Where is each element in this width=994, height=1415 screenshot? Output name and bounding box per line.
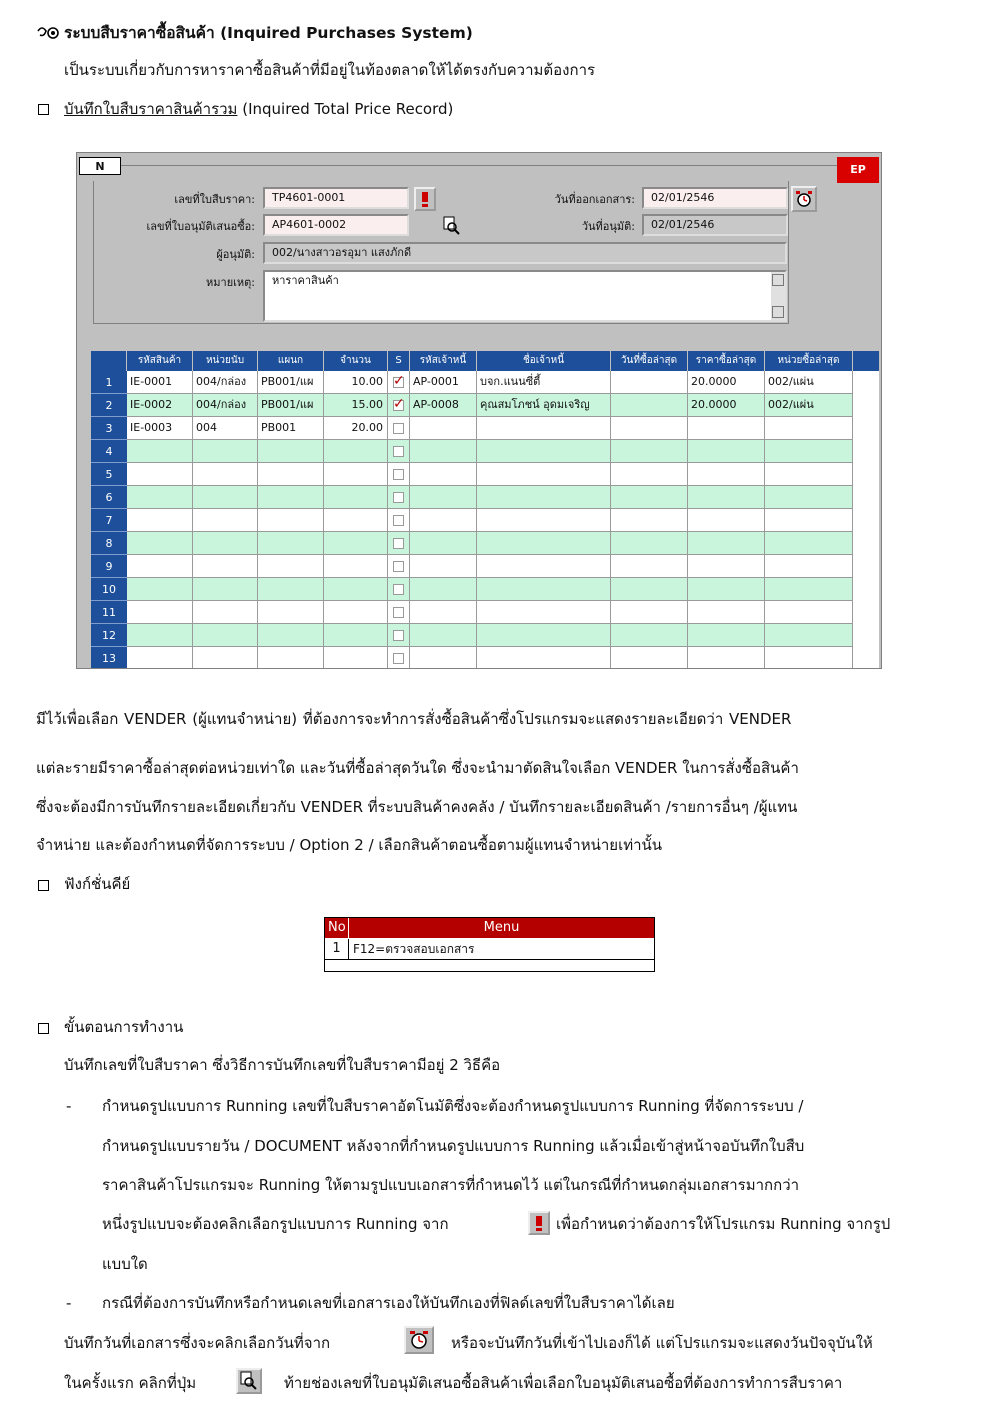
cell-last-date[interactable]	[611, 394, 688, 417]
table-row[interactable]	[91, 463, 879, 486]
cell-last-unit[interactable]	[765, 486, 853, 509]
doc-no-field[interactable]: TP4601-0001	[263, 187, 409, 209]
cell-vcode[interactable]	[410, 601, 477, 624]
row-number: 6	[91, 486, 127, 509]
cell-qty[interactable]	[324, 578, 388, 601]
cell-dept[interactable]	[258, 440, 324, 463]
cell-last-date[interactable]	[611, 509, 688, 532]
cell-unit[interactable]	[193, 578, 258, 601]
app-window	[76, 152, 882, 669]
table-row[interactable]	[91, 417, 879, 440]
dash-2: -	[66, 1294, 72, 1312]
cell-code[interactable]: IE-0002	[127, 394, 193, 417]
cell-vname[interactable]	[477, 509, 611, 532]
grid-header-code[interactable]: รหัสสินค้า	[127, 351, 193, 371]
calendar-icon	[404, 1326, 434, 1354]
menu-row-divider	[325, 959, 654, 960]
cell-dept[interactable]	[258, 578, 324, 601]
cell-unit[interactable]	[193, 463, 258, 486]
menu-row-no: 1	[325, 939, 349, 959]
cell-code[interactable]	[127, 578, 193, 601]
grid-header-last-price[interactable]: ราคาซื้อล่าสุด	[688, 351, 765, 371]
cell-last-price[interactable]: 20.0000	[688, 371, 765, 394]
cell-unit[interactable]: 004	[193, 417, 258, 440]
cell-last-unit[interactable]	[765, 440, 853, 463]
row-number: 10	[91, 578, 127, 601]
cell-last-unit[interactable]	[765, 555, 853, 578]
search-approve-icon[interactable]	[441, 215, 463, 237]
row-number: 12	[91, 624, 127, 647]
cell-dept[interactable]	[258, 532, 324, 555]
table-row[interactable]	[91, 509, 879, 532]
table-row[interactable]	[91, 394, 879, 417]
body-paragraph-line-4: จำหน่าย และต้องกำหนดที่จัดการระบบ / Option 2 / เลือกสินค้าตอนซื้อตามผู้แทนจำหน่ายเท่านั้น	[36, 836, 663, 854]
cell-vcode[interactable]	[410, 578, 477, 601]
book-icon	[36, 23, 60, 43]
cell-last-price[interactable]	[688, 440, 765, 463]
bullet2-line: กรณีที่ต้องการบันทึกหรือกำหนดเลขที่เอกสารเองให้บันทึกเองที่ฟิลด์เลขที่ใบสืบราคาได้เลย	[102, 1294, 675, 1312]
cell-code[interactable]	[127, 486, 193, 509]
cell-qty[interactable]	[324, 601, 388, 624]
select-checkbox[interactable]	[393, 446, 404, 457]
cell-unit[interactable]	[193, 509, 258, 532]
cell-dept[interactable]: PB001/แผ	[258, 394, 324, 417]
cell-qty[interactable]	[324, 647, 388, 669]
table-row[interactable]	[91, 532, 879, 555]
cell-last-price[interactable]: 20.0000	[688, 394, 765, 417]
row-number: 3	[91, 417, 127, 440]
cell-unit[interactable]	[193, 624, 258, 647]
ep-badge[interactable]: EP	[837, 157, 879, 183]
cell-dept[interactable]	[258, 509, 324, 532]
cell-dept[interactable]	[258, 624, 324, 647]
row-number: 8	[91, 532, 127, 555]
cell-vcode[interactable]	[410, 624, 477, 647]
section-title-steps: ขั้นตอนการทำงาน	[64, 1018, 184, 1036]
cell-unit[interactable]	[193, 555, 258, 578]
row-number: 13	[91, 647, 127, 669]
select-cell	[388, 486, 410, 509]
cell-code[interactable]	[127, 555, 193, 578]
cell-last-price[interactable]	[688, 624, 765, 647]
grid-header-unit[interactable]: หน่วยนับ	[193, 351, 258, 371]
cell-last-date[interactable]	[611, 624, 688, 647]
bullet1-line-4b: เพื่อกำหนดว่าต้องการให้โปรแกรม Running จากรูป	[556, 1215, 891, 1233]
approve-no-label: เลขที่ใบอนุมัติเสนอซื้อ:	[146, 220, 255, 233]
grid-corner	[91, 351, 127, 371]
tab-new[interactable]: N	[79, 157, 121, 175]
select-cell	[388, 624, 410, 647]
cell-qty[interactable]	[324, 440, 388, 463]
cell-vname[interactable]	[477, 624, 611, 647]
doc-no-label: เลขที่ใบสืบราคา:	[174, 193, 255, 206]
cell-last-price[interactable]	[688, 601, 765, 624]
table-row[interactable]	[91, 486, 879, 509]
row-number: 1	[91, 371, 127, 394]
cell-last-date[interactable]	[611, 532, 688, 555]
cell-vcode[interactable]	[410, 463, 477, 486]
cell-last-date[interactable]	[611, 371, 688, 394]
bullet1-line-2: กำหนดรูปแบบรายวัน / DOCUMENT หลังจากที่กำหนดรูปแบบการ Running แล้วเมื่อเข้าสู่หน้าจอบันทึกใบสืบ	[102, 1137, 805, 1155]
row-number: 9	[91, 555, 127, 578]
table-row[interactable]	[91, 624, 879, 647]
cell-vcode[interactable]	[410, 486, 477, 509]
cell-last-unit[interactable]	[765, 624, 853, 647]
select-cell	[388, 532, 410, 555]
cell-unit[interactable]	[193, 601, 258, 624]
grid-header	[91, 351, 879, 371]
cell-vname[interactable]	[477, 532, 611, 555]
cell-vcode[interactable]: AP-0008	[410, 394, 477, 417]
cell-vname[interactable]	[477, 555, 611, 578]
select-checkbox[interactable]	[393, 630, 404, 641]
cell-code[interactable]	[127, 509, 193, 532]
dash-1: -	[66, 1097, 72, 1115]
cell-code[interactable]: IE-0003	[127, 417, 193, 440]
cell-last-date[interactable]	[611, 555, 688, 578]
select-cell	[388, 509, 410, 532]
row-number: 11	[91, 601, 127, 624]
select-checkbox[interactable]	[393, 515, 404, 526]
cell-last-price[interactable]	[688, 463, 765, 486]
cell-code[interactable]	[127, 624, 193, 647]
row-number: 4	[91, 440, 127, 463]
select-checkbox[interactable]	[393, 492, 404, 503]
cell-last-price[interactable]	[688, 509, 765, 532]
menu-col-no-header: No	[325, 918, 349, 938]
bullet1-line-1: กำหนดรูปแบบการ Running เลขที่ใบสืบราคาอัตโนมัติซึ่งจะต้องกำหนดรูปแบบการ Running ที่จัดการระบบ /	[102, 1097, 804, 1115]
cell-code[interactable]	[127, 463, 193, 486]
body-paragraph-line-3: ซึ่งจะต้องมีการบันทึกรายละเอียดเกี่ยวกับ VENDER ที่ระบบสินค้าคงคลัง / บันทึกรายละเอียดสินค้า /รายการอื่นๆ /ผู้แทน	[36, 798, 798, 816]
final-line-1b: หรือจะบันทึกวันที่เข้าไปเองก็ได้ แต่โปรแกรมจะแสดงวันปัจจุบันให้	[451, 1334, 873, 1352]
select-checkbox[interactable]	[393, 607, 404, 618]
final-line-1a: บันทึกวันที่เอกสารซึ่งจะคลิกเลือกวันที่จาก	[64, 1334, 331, 1352]
select-cell	[388, 440, 410, 463]
cell-vname[interactable]	[477, 463, 611, 486]
select-checkbox[interactable]	[393, 538, 404, 549]
cell-vcode[interactable]	[410, 509, 477, 532]
table-row[interactable]	[91, 440, 879, 463]
doc-date-field[interactable]: 02/01/2546	[642, 187, 788, 209]
cell-last-unit[interactable]	[765, 509, 853, 532]
approver-label: ผู้อนุมัติ:	[216, 248, 255, 261]
remark-scrollbar[interactable]	[771, 272, 785, 320]
cell-vname[interactable]	[477, 440, 611, 463]
cell-code[interactable]: IE-0001	[127, 371, 193, 394]
cell-last-price[interactable]	[688, 532, 765, 555]
row-number: 7	[91, 509, 127, 532]
grid-header-qty[interactable]: จำนวน	[324, 351, 388, 371]
final-line-2a: ในครั้งแรก คลิกที่ปุ่ม	[64, 1374, 197, 1392]
select-cell	[388, 578, 410, 601]
select-checkbox[interactable]	[393, 400, 404, 411]
remark-label: หมายเหตุ:	[206, 276, 255, 289]
cell-last-date[interactable]	[611, 417, 688, 440]
cell-code[interactable]	[127, 601, 193, 624]
grid-scroll-area	[853, 371, 879, 669]
bullet-box-icon	[38, 1023, 49, 1034]
bullet-box-icon	[38, 104, 49, 115]
grid-header-s[interactable]: S	[388, 351, 410, 371]
menu-row-item: F12=ตรวจสอบเอกสาร	[353, 942, 475, 956]
search-approve-icon	[236, 1368, 262, 1394]
select-checkbox[interactable]	[393, 377, 404, 388]
approve-date-label: วันที่อนุมัติ:	[581, 220, 635, 233]
grid-header-last-unit[interactable]: หน่วยซื้อล่าสุด	[765, 351, 853, 371]
cell-vname[interactable]	[477, 486, 611, 509]
section-title-function-keys: ฟังก์ชั่นคีย์	[64, 875, 131, 893]
row-number: 5	[91, 463, 127, 486]
bullet1-line-5: แบบใด	[102, 1255, 148, 1273]
select-checkbox[interactable]	[393, 423, 404, 434]
table-row[interactable]	[91, 371, 879, 394]
grid-header-vname[interactable]: ชื่อเจ้าหนี้	[477, 351, 611, 371]
cell-last-date[interactable]	[611, 647, 688, 669]
cell-qty[interactable]: 10.00	[324, 371, 388, 394]
cell-vname[interactable]	[477, 578, 611, 601]
cell-unit[interactable]: 004/กล่อง	[193, 371, 258, 394]
approver-field: 002/นางสาวอรอุมา แสงภักดี	[263, 242, 787, 264]
cell-last-unit[interactable]	[765, 578, 853, 601]
cell-last-unit[interactable]: 002/แผ่น	[765, 371, 853, 394]
grid-header-last-date[interactable]: วันที่ซื้อล่าสุด	[611, 351, 688, 371]
table-row[interactable]	[91, 601, 879, 624]
select-cell	[388, 463, 410, 486]
select-checkbox[interactable]	[393, 469, 404, 480]
cell-qty[interactable]: 15.00	[324, 394, 388, 417]
cell-vname[interactable]: บจก.แนนซี่ตี้	[477, 371, 611, 394]
cell-unit[interactable]	[193, 440, 258, 463]
cell-vname[interactable]	[477, 601, 611, 624]
cell-dept[interactable]	[258, 463, 324, 486]
running-format-button[interactable]	[414, 187, 436, 211]
cell-last-unit[interactable]	[765, 647, 853, 669]
cell-unit[interactable]	[193, 647, 258, 669]
cell-last-unit[interactable]: 002/แผ่น	[765, 394, 853, 417]
cell-unit[interactable]	[193, 486, 258, 509]
select-checkbox[interactable]	[393, 653, 404, 664]
approve-date-field: 02/01/2546	[642, 214, 788, 236]
body-paragraph-line-2: แต่ละรายมีราคาซื้อล่าสุดต่อหน่วยเท่าใด และวันที่ซื้อล่าสุดวันใด ซึ่งจะนำมาตัดสินใจเลือก VENDER ในการสั่งซื้อสินค้า	[36, 759, 799, 777]
cell-qty[interactable]	[324, 555, 388, 578]
cell-last-unit[interactable]	[765, 417, 853, 440]
cell-code[interactable]	[127, 440, 193, 463]
table-row[interactable]	[91, 647, 879, 669]
table-row[interactable]	[91, 578, 879, 601]
page-title: ระบบสืบราคาซื้อสินค้า (Inquired Purchases System)	[64, 24, 473, 42]
function-key-table	[324, 917, 655, 972]
steps-intro: บันทึกเลขที่ใบสืบราคา ซึ่งวิธีการบันทึกเลขที่ใบสืบราคามีอยู่ 2 วิธีคือ	[64, 1056, 501, 1074]
page-description: เป็นระบบเกี่ยวกับการหาราคาซื้อสินค้าที่มีอยู่ในท้องตลาดให้ได้ตรงกับความต้องการ	[64, 61, 596, 79]
cell-vcode[interactable]: AP-0001	[410, 371, 477, 394]
cell-last-date[interactable]	[611, 486, 688, 509]
window-top-divider	[121, 165, 837, 166]
bullet1-line-3: ราคาสินค้าโปรแกรมจะ Running ให้ตามรูปแบบเอกสารที่กำหนดไว้ แต่ในกรณีที่กำหนดกลุ่มเอกสารมากกว่า	[102, 1176, 800, 1194]
cell-last-price[interactable]	[688, 578, 765, 601]
cell-last-date[interactable]	[611, 601, 688, 624]
cell-vcode[interactable]	[410, 555, 477, 578]
cell-dept[interactable]: PB001	[258, 417, 324, 440]
grid-header-vcode[interactable]: รหัสเจ้าหนี้	[410, 351, 477, 371]
select-checkbox[interactable]	[393, 561, 404, 572]
cell-qty[interactable]	[324, 532, 388, 555]
cell-dept[interactable]	[258, 555, 324, 578]
cell-qty[interactable]	[324, 509, 388, 532]
cell-last-price[interactable]	[688, 417, 765, 440]
cell-last-price[interactable]	[688, 555, 765, 578]
grid-header-dept[interactable]: แผนก	[258, 351, 324, 371]
cell-qty[interactable]	[324, 463, 388, 486]
cell-last-price[interactable]	[688, 486, 765, 509]
bullet1-line-4a: หนึ่งรูปแบบจะต้องคลิกเลือกรูปแบบการ Running จาก	[102, 1215, 449, 1233]
select-cell	[388, 417, 410, 440]
running-format-icon	[528, 1211, 550, 1235]
cell-vname[interactable]	[477, 647, 611, 669]
cell-dept[interactable]	[258, 601, 324, 624]
cell-vname[interactable]	[477, 417, 611, 440]
cell-code[interactable]	[127, 647, 193, 669]
cell-unit[interactable]	[193, 532, 258, 555]
doc-date-label: วันที่ออกเอกสาร:	[554, 193, 635, 206]
calendar-button[interactable]	[791, 186, 817, 212]
select-cell	[388, 647, 410, 669]
cell-code[interactable]	[127, 532, 193, 555]
cell-dept[interactable]	[258, 647, 324, 669]
cell-qty[interactable]: 20.00	[324, 417, 388, 440]
cell-last-price[interactable]	[688, 647, 765, 669]
cell-vcode[interactable]	[410, 440, 477, 463]
cell-vcode[interactable]	[410, 647, 477, 669]
select-cell	[388, 371, 410, 394]
body-paragraph-line-1: มีไว้เพื่อเลือก VENDER (ผู้แทนจำหน่าย) ที่ต้องการจะทำการสั่งซื้อสินค้าซึ่งโปรแกรมจะแสดงรายละเอียดว่า VENDER	[36, 710, 792, 728]
cell-last-date[interactable]	[611, 440, 688, 463]
cell-unit[interactable]: 004/กล่อง	[193, 394, 258, 417]
bullet-box-icon	[38, 880, 49, 891]
cell-last-unit[interactable]	[765, 463, 853, 486]
cell-last-date[interactable]	[611, 463, 688, 486]
final-line-2b: ท้ายช่องเลขที่ใบอนุมัติเสนอซื้อสินค้าเพื่อเลือกใบอนุมัติเสนอซื้อที่ต้องการทำการสืบราคา	[284, 1374, 843, 1392]
select-cell	[388, 555, 410, 578]
approve-no-field[interactable]: AP4601-0002	[263, 214, 409, 236]
items-grid	[91, 351, 879, 669]
select-cell	[388, 394, 410, 417]
cell-last-unit[interactable]	[765, 601, 853, 624]
row-number: 2	[91, 394, 127, 417]
cell-qty[interactable]	[324, 486, 388, 509]
cell-last-unit[interactable]	[765, 532, 853, 555]
menu-col-menu-header: Menu	[349, 918, 654, 938]
select-cell	[388, 601, 410, 624]
select-checkbox[interactable]	[393, 584, 404, 595]
remark-field[interactable]	[263, 270, 787, 322]
section-title-record: บันทึกใบสืบราคาสินค้ารวม (Inquired Total Price Record)	[64, 100, 454, 118]
cell-vcode[interactable]	[410, 417, 477, 440]
remark-text: หาราคาสินค้า	[272, 274, 339, 287]
cell-vcode[interactable]	[410, 532, 477, 555]
table-row[interactable]	[91, 555, 879, 578]
cell-vname[interactable]: คุณสมโภชน์ อุดมเจริญ	[477, 394, 611, 417]
cell-last-date[interactable]	[611, 578, 688, 601]
cell-qty[interactable]	[324, 624, 388, 647]
cell-dept[interactable]	[258, 486, 324, 509]
cell-dept[interactable]: PB001/แผ	[258, 371, 324, 394]
